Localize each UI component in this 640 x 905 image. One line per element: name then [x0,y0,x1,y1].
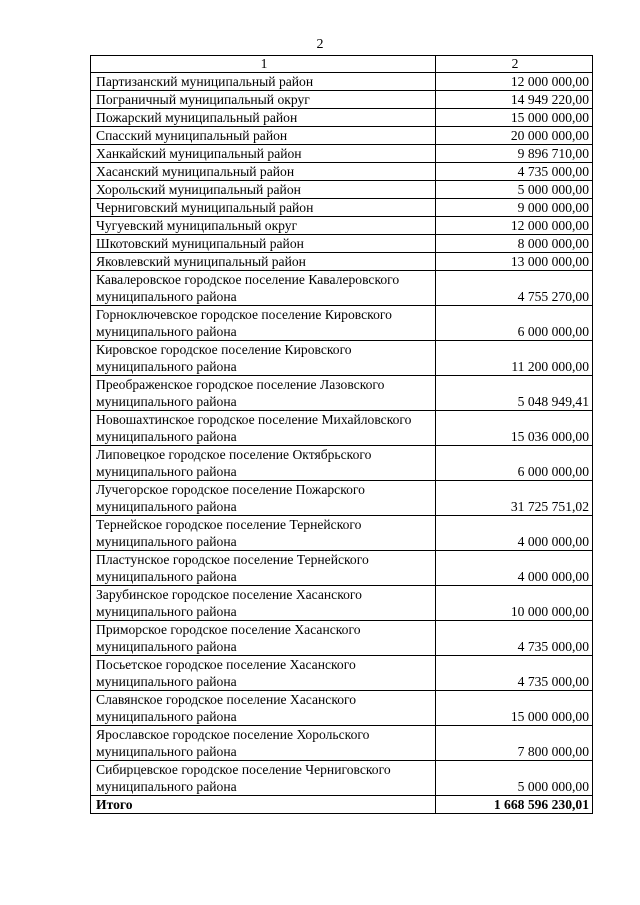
table-row [91,411,593,446]
allocation-amount: 4 000 000,00 [436,516,593,551]
municipality-name: Зарубинское городское поселение Хасанского муниципального района [91,586,436,621]
column-header-1: 1 [91,56,436,73]
total-row [91,796,593,814]
allocation-amount: 10 000 000,00 [436,586,593,621]
municipality-name: Липовецкое городское поселение Октябрьского муниципального района [91,446,436,481]
allocation-amount: 14 949 220,00 [436,91,593,109]
municipality-name: Новошахтинское городское поселение Михайловского муниципального района [91,411,436,446]
municipality-name: Горноключевское городское поселение Кировского муниципального района [91,306,436,341]
municipality-name: Тернейское городское поселение Тернейского муниципального района [91,516,436,551]
column-header-2: 2 [436,56,593,73]
table-row [91,91,593,109]
allocation-amount: 12 000 000,00 [436,217,593,235]
allocation-amount: 5 048 949,41 [436,376,593,411]
table-row [91,109,593,127]
table-row [91,306,593,341]
table-row [91,199,593,217]
allocation-amount: 6 000 000,00 [436,446,593,481]
table-row [91,621,593,656]
municipality-name: Приморское городское поселение Хасанского муниципального района [91,621,436,656]
municipality-name: Яковлевский муниципальный район [91,253,436,271]
municipality-name: Черниговский муниципальный район [91,199,436,217]
municipality-name: Спасский муниципальный район [91,127,436,145]
table-header-row [91,56,593,73]
municipality-name: Славянское городское поселение Хасанского муниципального района [91,691,436,726]
allocation-amount: 6 000 000,00 [436,306,593,341]
municipality-name: Посьетское городское поселение Хасанского муниципального района [91,656,436,691]
municipality-name: Пластунское городское поселение Тернейского муниципального района [91,551,436,586]
table-row [91,726,593,761]
table-row [91,73,593,91]
municipality-name: Кавалеровское городское поселение Кавалеровского муниципального района [91,271,436,306]
allocation-amount: 15 000 000,00 [436,109,593,127]
allocation-amount: 15 036 000,00 [436,411,593,446]
total-label: Итого [91,796,436,814]
allocation-amount: 8 000 000,00 [436,235,593,253]
allocation-amount: 12 000 000,00 [436,73,593,91]
allocation-amount: 4 000 000,00 [436,551,593,586]
municipality-name: Ханкайский муниципальный район [91,145,436,163]
table-row [91,656,593,691]
municipality-name: Кировское городское поселение Кировского муниципального района [91,341,436,376]
allocation-amount: 7 800 000,00 [436,726,593,761]
table-row [91,481,593,516]
allocation-amount: 11 200 000,00 [436,341,593,376]
municipality-name: Преображенское городское поселение Лазовского муниципального района [91,376,436,411]
table-row [91,127,593,145]
municipality-name: Хасанский муниципальный район [91,163,436,181]
allocation-amount: 4 735 000,00 [436,656,593,691]
allocation-amount: 9 000 000,00 [436,199,593,217]
table-row [91,551,593,586]
table-row [91,271,593,306]
table-row [91,691,593,726]
allocation-amount: 5 000 000,00 [436,181,593,199]
table-row [91,376,593,411]
table-row [91,253,593,271]
allocation-amount: 4 755 270,00 [436,271,593,306]
allocation-amount: 4 735 000,00 [436,621,593,656]
municipality-name: Ярославское городское поселение Хорольского муниципального района [91,726,436,761]
allocation-amount: 20 000 000,00 [436,127,593,145]
municipality-name: Партизанский муниципальный район [91,73,436,91]
allocation-amount: 13 000 000,00 [436,253,593,271]
allocation-amount: 31 725 751,02 [436,481,593,516]
municipality-name: Пограничный муниципальный округ [91,91,436,109]
allocation-amount: 15 000 000,00 [436,691,593,726]
allocation-amount: 4 735 000,00 [436,163,593,181]
table-row [91,341,593,376]
municipality-name: Сибирцевское городское поселение Черниговского муниципального района [91,761,436,796]
table-row [91,235,593,253]
page-number: 2 [316,37,324,52]
municipality-name: Пожарский муниципальный район [91,109,436,127]
table-row [91,145,593,163]
municipality-name: Хорольский муниципальный район [91,181,436,199]
municipality-name: Чугуевский муниципальный округ [91,217,436,235]
allocation-amount: 9 896 710,00 [436,145,593,163]
total-amount: 1 668 596 230,01 [436,796,593,814]
allocation-amount: 5 000 000,00 [436,761,593,796]
table-row [91,586,593,621]
table-row [91,516,593,551]
table-row [91,761,593,796]
table-row [91,181,593,199]
municipality-name: Шкотовский муниципальный район [91,235,436,253]
table-row [91,163,593,181]
municipality-name: Лучегорское городское поселение Пожарского муниципального района [91,481,436,516]
table-row [91,446,593,481]
allocation-table [90,55,593,814]
table-row [91,217,593,235]
